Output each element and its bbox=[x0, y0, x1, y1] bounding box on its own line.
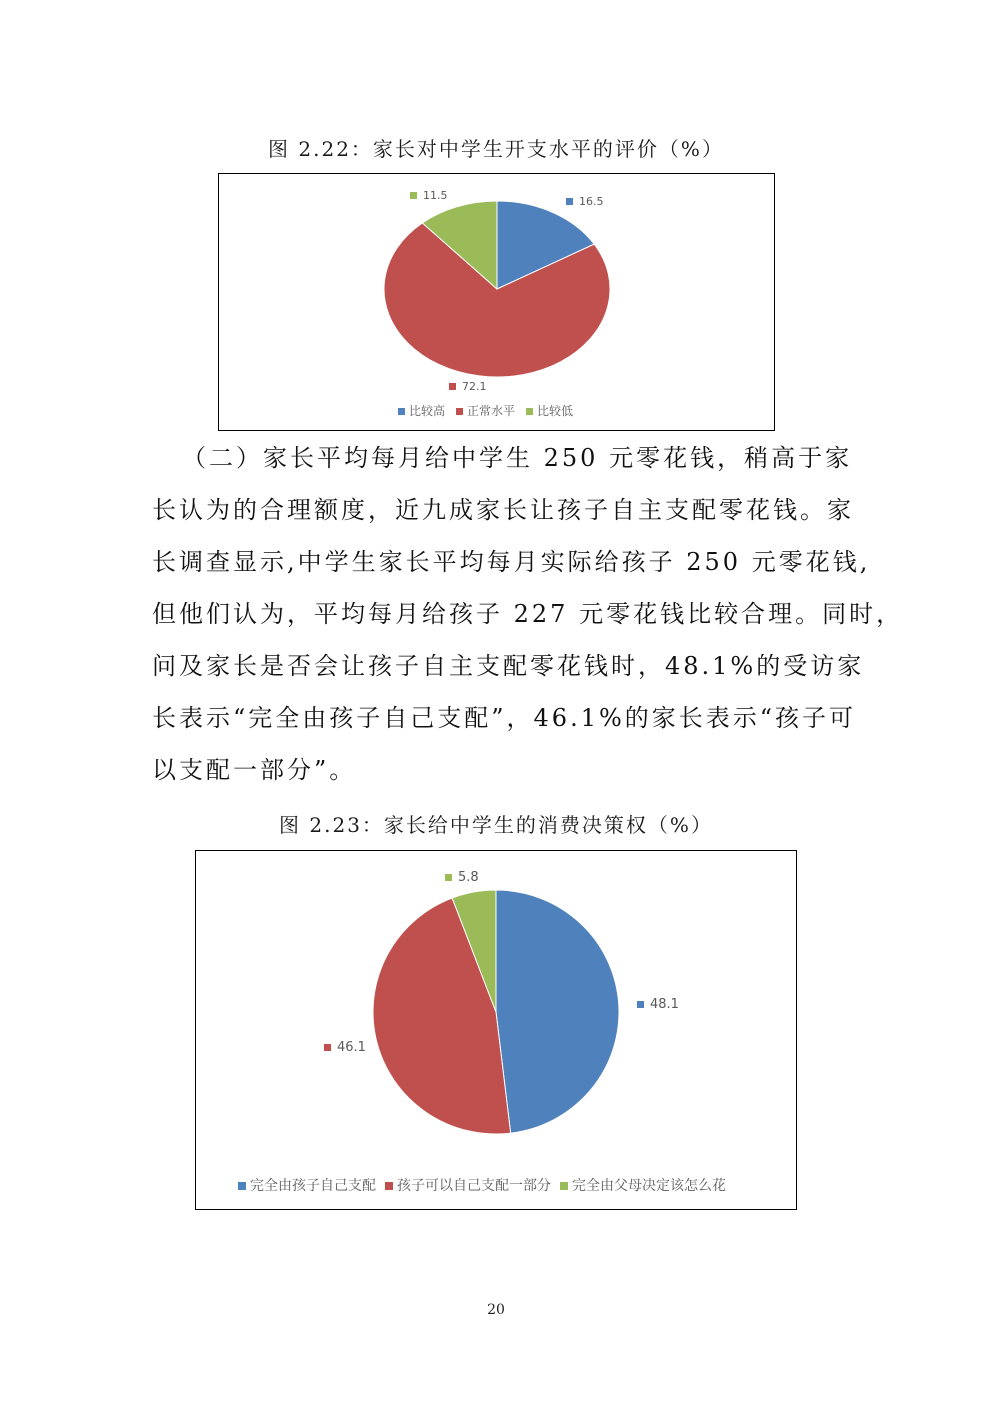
legend-item: 完全由父母决定该怎么花 bbox=[572, 1178, 726, 1194]
paragraph-line: 长认为的合理额度，近九成家长让孩子自主支配零花钱。家 bbox=[152, 496, 854, 524]
data-label-marker bbox=[566, 198, 573, 205]
figure-2-22-caption: 图 2.22：家长对中学生开支水平的评价（%） bbox=[268, 137, 724, 161]
data-label: 72.1 bbox=[462, 380, 487, 393]
data-label: 16.5 bbox=[579, 195, 604, 208]
legend-item: 完全由孩子自己支配 bbox=[250, 1178, 376, 1194]
paragraph-line: 长调查显示,中学生家长平均每月实际给孩子 250 元零花钱, bbox=[152, 548, 871, 576]
data-label-marker bbox=[410, 192, 417, 199]
data-label-marker bbox=[449, 383, 456, 390]
chart-2-23 bbox=[195, 850, 797, 1210]
data-label: 11.5 bbox=[423, 189, 448, 202]
legend-marker bbox=[456, 408, 463, 415]
data-label-marker bbox=[324, 1044, 331, 1051]
legend-item: 比较高 bbox=[409, 404, 446, 418]
legend-item: 比较低 bbox=[537, 404, 574, 418]
legend-marker bbox=[560, 1182, 568, 1190]
data-label: 48.1 bbox=[650, 997, 679, 1012]
paragraph-line: 以支配一部分”。 bbox=[152, 756, 357, 784]
paragraph-line: 但他们认为，平均每月给孩子 227 元零花钱比较合理。同时， bbox=[152, 600, 904, 628]
chart-2-23-svg bbox=[196, 851, 798, 1211]
legend-item: 孩子可以自己支配一部分 bbox=[397, 1178, 551, 1194]
data-label: 5.8 bbox=[458, 870, 479, 885]
chart-2-22-svg bbox=[219, 174, 776, 432]
figure-2-23-caption: 图 2.23：家长给中学生的消费决策权（%） bbox=[279, 813, 713, 837]
data-label-marker bbox=[637, 1001, 644, 1008]
pie-slice-1 bbox=[496, 890, 619, 1133]
legend-item: 正常水平 bbox=[467, 404, 516, 418]
legend-marker bbox=[526, 408, 533, 415]
chart-2-22 bbox=[218, 173, 775, 431]
paragraph-line: 问及家长是否会让孩子自主支配零花钱时，48.1%的受访家 bbox=[152, 652, 865, 680]
paragraph-line: （二）家长平均每月给中学生 250 元零花钱，稍高于家 bbox=[182, 444, 853, 472]
data-label-marker bbox=[445, 874, 452, 881]
data-label: 46.1 bbox=[337, 1040, 366, 1055]
paragraph-line: 长表示“完全由孩子自己支配”，46.1%的家长表示“孩子可 bbox=[152, 704, 857, 732]
legend-marker bbox=[385, 1182, 393, 1190]
page-number: 20 bbox=[487, 1302, 505, 1318]
body-paragraph bbox=[152, 432, 904, 796]
legend-marker bbox=[238, 1182, 246, 1190]
legend-marker bbox=[398, 408, 405, 415]
